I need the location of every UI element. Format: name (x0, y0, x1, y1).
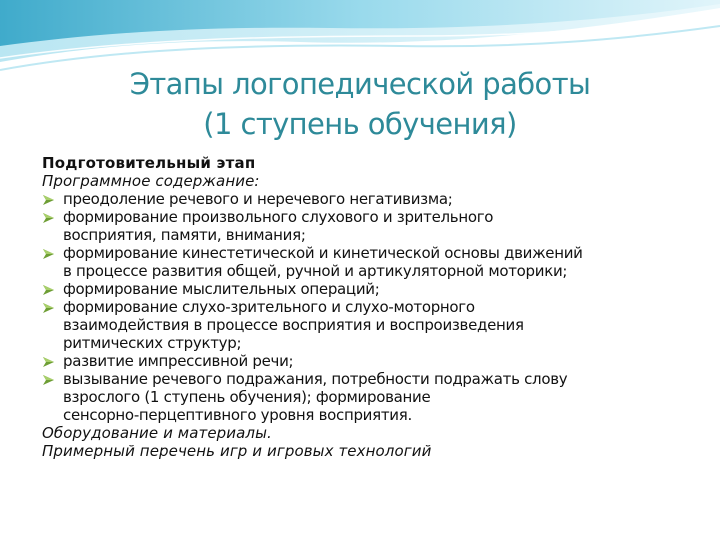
content-body (42, 154, 692, 460)
arrow-bullet-icon (42, 356, 56, 368)
bullet-text-line: формирование мыслительных операций; (63, 280, 380, 298)
bullet-text-line: преодоление речевого и неречевого негативизма; (63, 190, 453, 208)
games-label: Примерный перечень игр и игровых технологий (42, 442, 432, 460)
arrow-bullet-icon (42, 302, 56, 314)
bullet-text-line: вызывание речевого подражания, потребности подражать слову (63, 370, 568, 388)
bullet-item (42, 352, 692, 370)
bullet-item (42, 190, 692, 208)
bullet-item (42, 370, 692, 424)
equipment-label: Оборудование и материалы. (42, 424, 272, 442)
title-line-2: (1 ступень обучения) (203, 107, 517, 141)
stage-heading: Подготовительный этап (42, 154, 256, 172)
bullet-list (42, 190, 692, 424)
bullet-text-line: развитие импрессивной речи; (63, 352, 294, 370)
bullet-item (42, 244, 692, 280)
program-label: Программное содержание: (42, 172, 260, 190)
bullet-text-line: формирование кинестетической и кинетической основы движений (63, 244, 583, 262)
arrow-bullet-icon (42, 194, 56, 206)
bullet-item (42, 298, 692, 352)
bullet-text-line: формирование произвольного слухового и зрительного (63, 208, 494, 226)
bullet-text-line: формирование слухо-зрительного и слухо-моторного (63, 298, 475, 316)
bullet-text-line: взаимодействия в процессе восприятия и воспроизведения (63, 316, 524, 334)
arrow-bullet-icon (42, 374, 56, 386)
arrow-bullet-icon (42, 248, 56, 260)
bullet-item (42, 280, 692, 298)
bullet-text-line: сенсорно-перцептивного уровня восприятия. (63, 406, 412, 424)
bullet-text-line: ритмических структур; (63, 334, 242, 352)
title-line-1: Этапы логопедической работы (129, 67, 591, 101)
slide-title (40, 64, 680, 144)
bullet-text-line: взрослого (1 ступень обучения); формирование (63, 388, 431, 406)
arrow-bullet-icon (42, 284, 56, 296)
bullet-item (42, 208, 692, 244)
bullet-text-line: восприятия, памяти, внимания; (63, 226, 306, 244)
arrow-bullet-icon (42, 212, 56, 224)
bullet-text-line: в процессе развития общей, ручной и артикуляторной моторики; (63, 262, 568, 280)
